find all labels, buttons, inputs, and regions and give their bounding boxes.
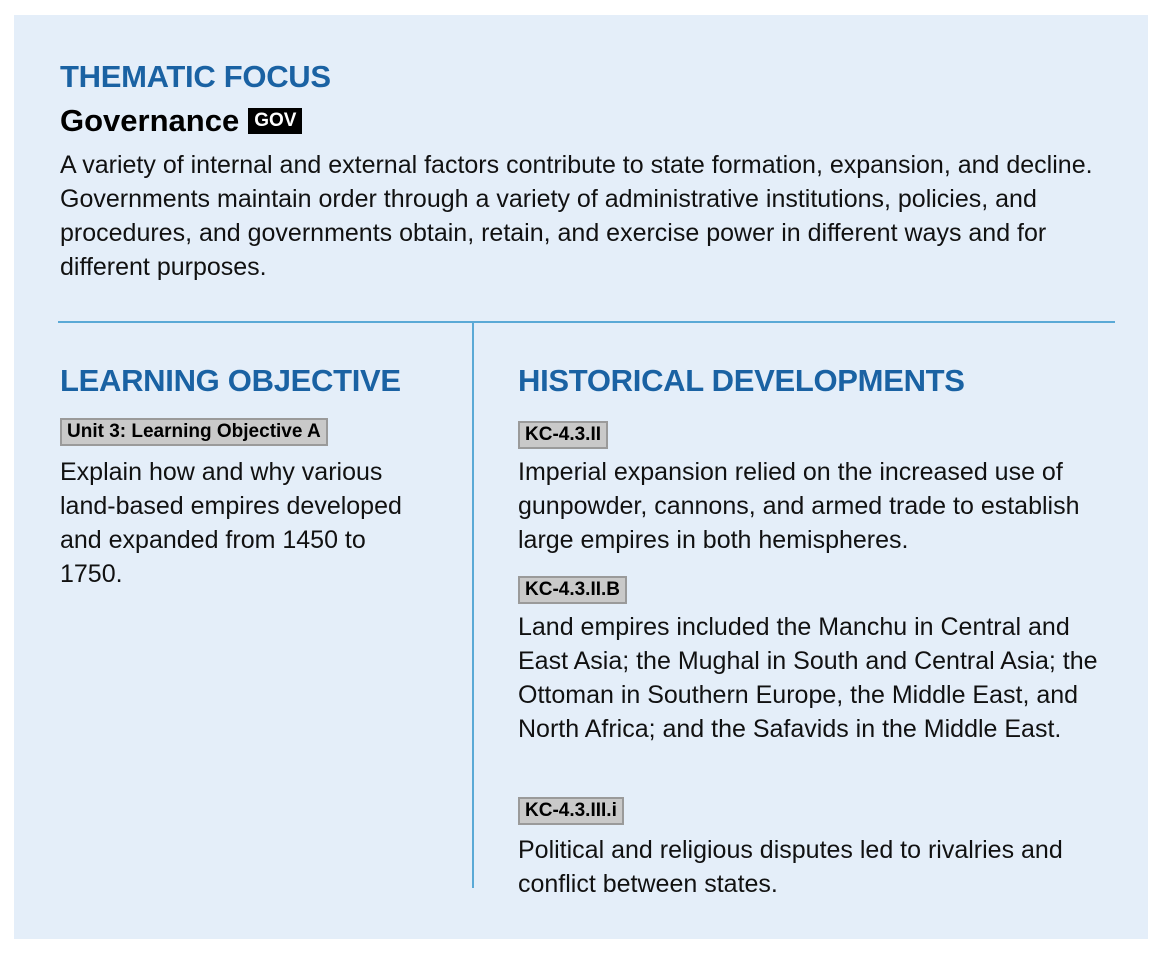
kc-description: Land empires included the Manchu in Central and East Asia; the Mughal in South and Central Asia; the Ottoman in Southern Europe, the Middle East, and North Africa; and the Safavids in the Middle East. xyxy=(518,613,1098,743)
gov-badge: GOV xyxy=(248,108,302,134)
kc-code-tag: KC-4.3.III.i xyxy=(518,797,624,825)
theme-title xyxy=(60,103,302,139)
historical-developments-heading: HISTORICAL DEVELOPMENTS xyxy=(518,363,965,398)
thematic-focus-description: A variety of internal and external factors contribute to state formation, expansion, and decline. Governments maintain order through a variety of administrative institutions, policies, and procedures, and governments obtain, retain, and exercise power in different ways and for different purposes. xyxy=(60,151,1093,281)
horizontal-divider xyxy=(58,321,1115,323)
learning-objective-tag: Unit 3: Learning Objective A xyxy=(60,418,328,446)
vertical-divider xyxy=(472,322,474,888)
thematic-focus-heading: THEMATIC FOCUS xyxy=(60,59,331,94)
content-panel xyxy=(14,15,1148,939)
kc-description: Political and religious disputes led to rivalries and conflict between states. xyxy=(518,836,1063,898)
kc-description: Imperial expansion relied on the increased use of gunpowder, cannons, and armed trade to establish large empires in both hemispheres. xyxy=(518,458,1080,554)
kc-code-tag: KC-4.3.II.B xyxy=(518,576,627,604)
kc-code-tag: KC-4.3.II xyxy=(518,421,608,449)
learning-objective-heading: LEARNING OBJECTIVE xyxy=(60,363,401,398)
learning-objective-text: Explain how and why various land-based empires developed and expanded from 1450 to 1750. xyxy=(60,458,402,588)
theme-title-text: Governance xyxy=(60,103,240,138)
